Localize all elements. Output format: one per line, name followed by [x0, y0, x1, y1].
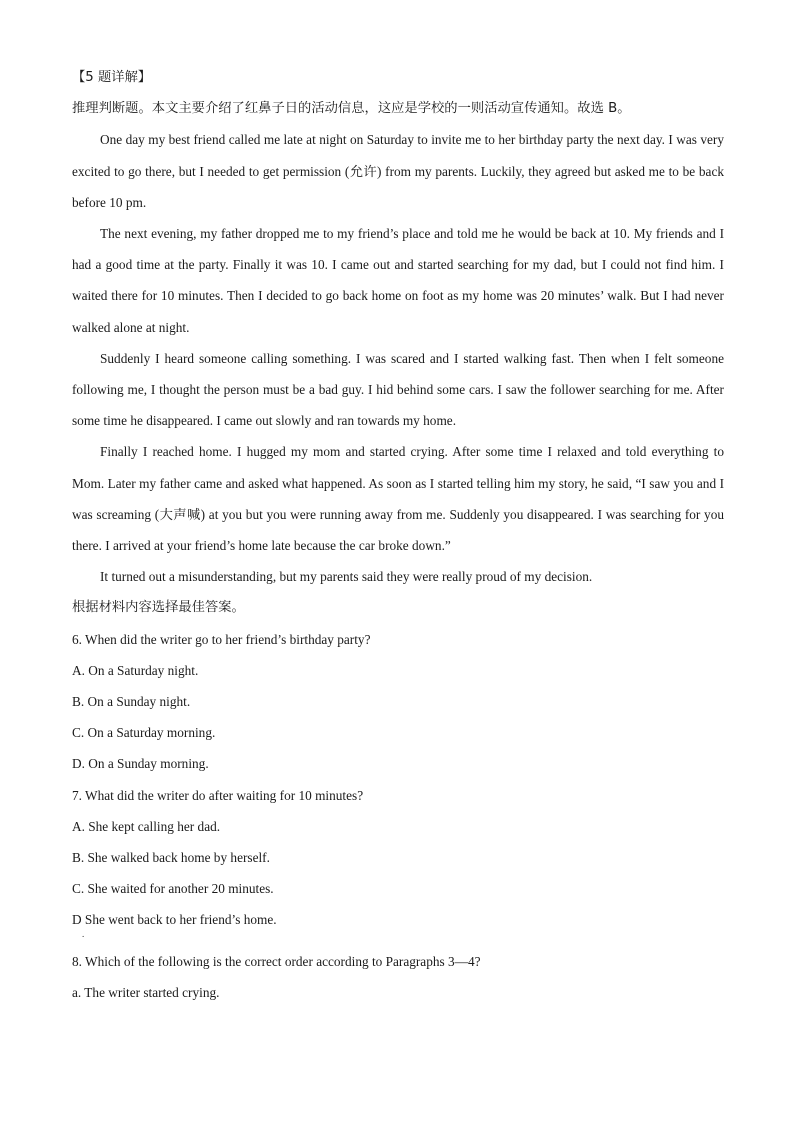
reading-passage [72, 124, 724, 592]
option-a: a. The writer started crying. [72, 984, 220, 1000]
document-page [72, 62, 724, 1008]
question-stem: 6. When did the writer go to her friend’s birthday party? [72, 631, 371, 647]
option-d: D. On a Sunday morning. [72, 756, 209, 772]
option-d-wrapper [72, 904, 724, 940]
passage-paragraph-3: Suddenly I heard someone calling something. I was scared and I started walking fast. Then when I felt someone following me, I thought the person must be a bad guy. I hid behind some cars. I saw the follower searching for me. After some time he disappeared. I came out slowly and ran towards my home. [72, 350, 724, 429]
option-c: C. She waited for another 20 minutes. [72, 881, 274, 897]
question-stem: 8. Which of the following is the correct order according to Paragraphs 3—4? [72, 953, 481, 969]
passage-paragraph-1: One day my best friend called me late at night on Saturday to invite me to her birthday party the next day. I was very excited to go there, but I needed to get permission (允许) from my parents. Luckily, they agreed but asked me to be back before 10 pm. [72, 132, 724, 210]
passage-paragraph-2: The next evening, my father dropped me to my friend’s place and told me he would be back at 10. My friends and I had a good time at the party. Finally it was 10. I came out and started searching for my dad, but I could not find him. I waited there for 10 minutes. Then I decided to go back home on foot as my home was 20 minutes’ walk. But I had never walked alone at night. [72, 226, 724, 335]
option-b: B. She walked back home by herself. [72, 850, 270, 866]
passage-paragraph-4: Finally I reached home. I hugged my mom and started crying. After some time I relaxed and told everything to Mom. Later my father came and asked what happened. As soon as I started telling him my story, he said, “I saw you and I was screaming (大声喊) at you but you were running away from me. Suddenly you disappeared. I was searching for you there. I arrived at your friend’s home late because the car broke down.” [72, 444, 724, 554]
option-a: A. On a Saturday night. [72, 662, 199, 678]
answer-title: 【5 题详解】 [72, 70, 152, 85]
option-d: D She went back to her friend’s home. [72, 912, 277, 928]
stray-mark: . [82, 929, 85, 940]
option-b: B. On a Sunday night. [72, 694, 191, 710]
spacer [72, 936, 724, 946]
question-7 [72, 780, 724, 946]
question-8 [72, 946, 724, 1008]
question-instruction: 根据材料内容选择最佳答案。 [72, 600, 245, 616]
question-stem: 7. What did the writer do after waiting for 10 minutes? [72, 787, 364, 803]
passage-paragraph-5: It turned out a misunderstanding, but my parents said they were really proud of my decision. [100, 569, 593, 585]
option-c: C. On a Saturday morning. [72, 725, 216, 741]
option-a: A. She kept calling her dad. [72, 818, 221, 834]
question-6 [72, 624, 724, 780]
answer-explanation: 推理判断题。本文主要介绍了红鼻子日的活动信息，这应是学校的一则活动宣传通知。故选 B。 [72, 101, 631, 117]
